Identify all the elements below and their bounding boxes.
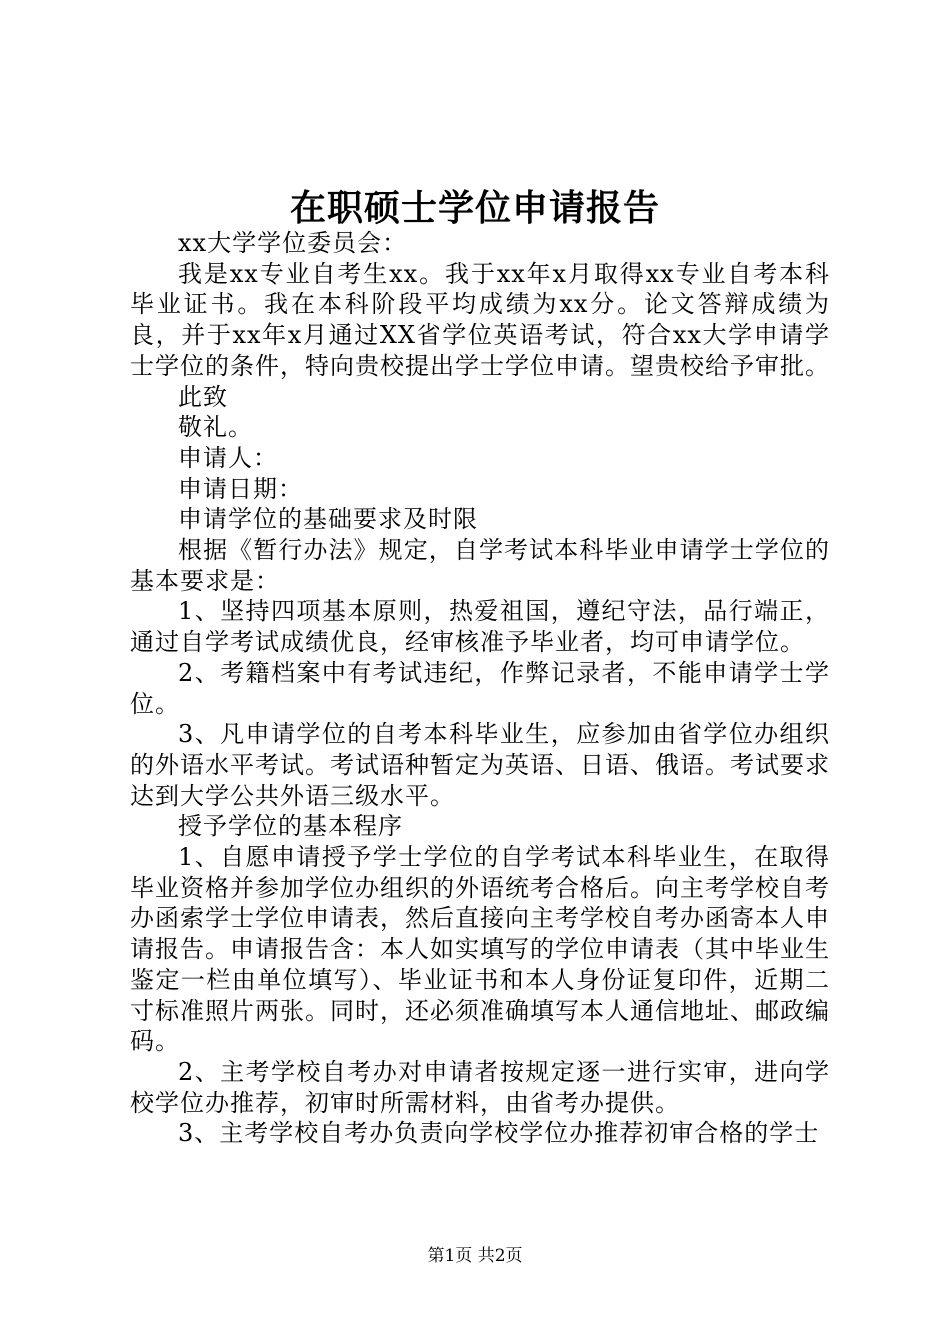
- document-title: 在职硕士学位申请报告: [289, 187, 660, 229]
- paragraph-procedure-1: 1、自愿申请授予学士学位的自学考试本科毕业生，在取得毕业资格并参加学位办组织的外语统考合格后。向主考学校自考办函索学士学位申请表，然后直接向主考学校自考办函寄本人申请报告。申请报告含：本人如实填写的学位申请表（其中毕业生鉴定一栏由单位填写）、毕业证书和本人身份证复印件，近期二寸标准照片两张。同时，还必须准确填写本人通信地址、邮政编码。: [130, 843, 830, 1056]
- paragraph-closing-2: 敬礼。: [178, 413, 253, 442]
- paragraph-requirements-intro: 根据《暂行办法》规定，自学考试本科毕业申请学士学位的基本要求是：: [130, 536, 830, 595]
- paragraph-requirement-3: 3、凡申请学位的自考本科毕业生，应参加由省学位办组织的外语水平考试。考试语种暂定为英语、日语、俄语。考试要求达到大学公共外语三级水平。: [130, 720, 830, 810]
- page-footer: 第1页 共2页: [427, 1246, 523, 1266]
- paragraph-salutation: xx大学学位委员会：: [178, 229, 408, 257]
- section-heading-requirements: 申请学位的基础要求及时限: [178, 505, 478, 534]
- document-body: [130, 228, 830, 1149]
- paragraph-applicant: 申请人：: [178, 443, 278, 472]
- paragraph-application: 我是xx专业自考生xx。我于xx年x月取得xx专业自考本科毕业证书。我在本科阶段平均成绩为xx分。论文答辩成绩为良，并于xx年x月通过XX省学位英语考试，符合xx大学申请学士学位的条件，特向贵校提出学士学位申请。望贵校给予审批。: [130, 259, 830, 380]
- paragraph-date: 申请日期：: [178, 474, 303, 503]
- paragraph-requirement-1: 1、坚持四项基本原则，热爱祖国，遵纪守法，品行端正，通过自学考试成绩优良，经审核准予毕业者，均可申请学位。: [130, 597, 830, 657]
- section-heading-procedure: 授予学位的基本程序: [178, 812, 403, 841]
- paragraph-requirement-2: 2、考籍档案中有考试违纪，作弊记录者，不能申请学士学位。: [130, 658, 830, 718]
- paragraph-procedure-3: 3、主考学校自考办负责向学校学位办推荐初审合格的学士: [178, 1119, 820, 1148]
- paragraph-closing-1: 此致: [178, 382, 228, 411]
- paragraph-procedure-2: 2、主考学校自考办对申请者按规定逐一进行实审，进向学校学位办推荐，初审时所需材料，由省考办提供。: [130, 1057, 830, 1117]
